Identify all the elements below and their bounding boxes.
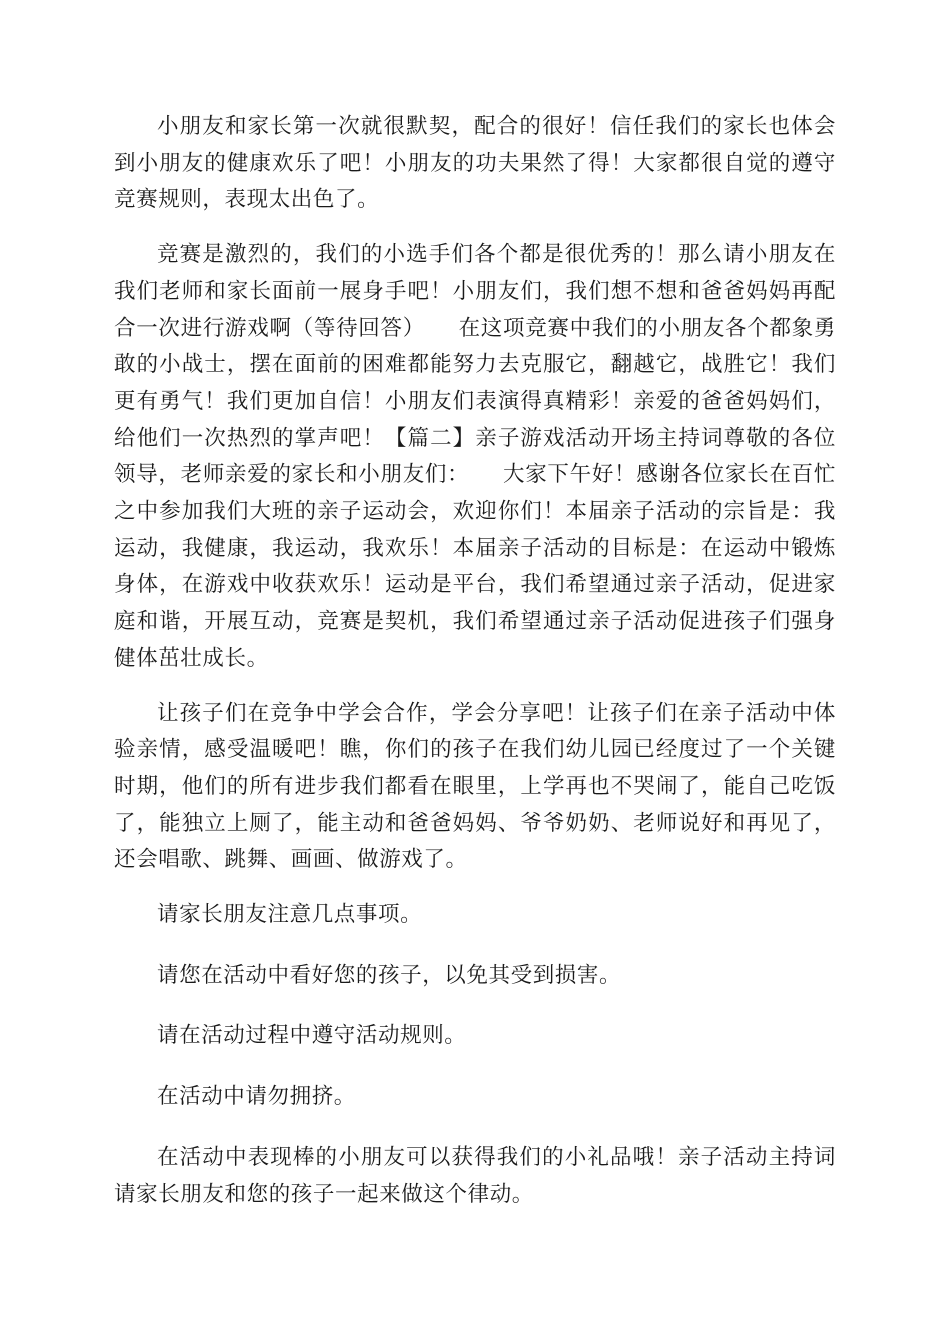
paragraph-1: 小朋友和家长第一次就很默契，配合的很好！信任我们的家长也体会到小朋友的健康欢乐了吧！小朋友的功夫果然了得！大家都很自觉的遵守竞赛规则，表现太出色了。 [114, 114, 836, 213]
paragraph-4: 请家长朋友注意几点事项。 [157, 902, 423, 928]
paragraph-6: 请在活动过程中遵守活动规则。 [157, 1023, 467, 1049]
paragraph-3: 让孩子们在竞争中学会合作，学会分享吧！让孩子们在亲子活动中体验亲情，感受温暖吧！瞧，你们的孩子在我们幼儿园已经度过了一个关键时期，他们的所有进步我们都看在眼里，上学再也不哭闹了，能自己吃饭了，能独立上厕了，能主动和爸爸妈妈、爷爷奶奶、老师说好和再见了，还会唱歌、跳舞、画画、做游戏了。 [114, 700, 836, 873]
paragraph-2: 竞赛是激烈的，我们的小选手们各个都是很优秀的！那么请小朋友在我们老师和家长面前一展身手吧！小朋友们，我们想不想和爸爸妈妈再配合一次进行游戏啊（等待回答） 在这项竞赛中我们的小朋友各个都象勇敢的小战士，摆在面前的困难都能努力去克服它，翻越它，战胜它！我们更有勇气！我们更加自信！小朋友们表演得真精彩！亲爱的爸爸妈妈们，给他们一次热烈的掌声吧！【篇二】亲子游戏活动开场主持词尊敬的各位领导，老师亲爱的家长和小朋友们： 大家下午好！感谢各位家长在百忙之中参加我们大班的亲子运动会，欢迎你们！本届亲子活动的宗旨是：我运动，我健康，我运动，我欢乐！本届亲子活动的目标是：在运动中锻炼身体，在游戏中收获欢乐！运动是平台，我们希望通过亲子活动，促进家庭和谐，开展互动，竞赛是契机，我们希望通过亲子活动促进孩子们强身健体茁壮成长。 [114, 242, 836, 671]
document-body [114, 109, 836, 1231]
paragraph-5: 请您在活动中看好您的孩子，以免其受到损害。 [157, 962, 622, 988]
paragraph-7: 在活动中请勿拥挤。 [157, 1084, 356, 1110]
paragraph-8: 在活动中表现棒的小朋友可以获得我们的小礼品哦！亲子活动主持词请家长朋友和您的孩子一起来做这个律动。 [114, 1144, 836, 1207]
